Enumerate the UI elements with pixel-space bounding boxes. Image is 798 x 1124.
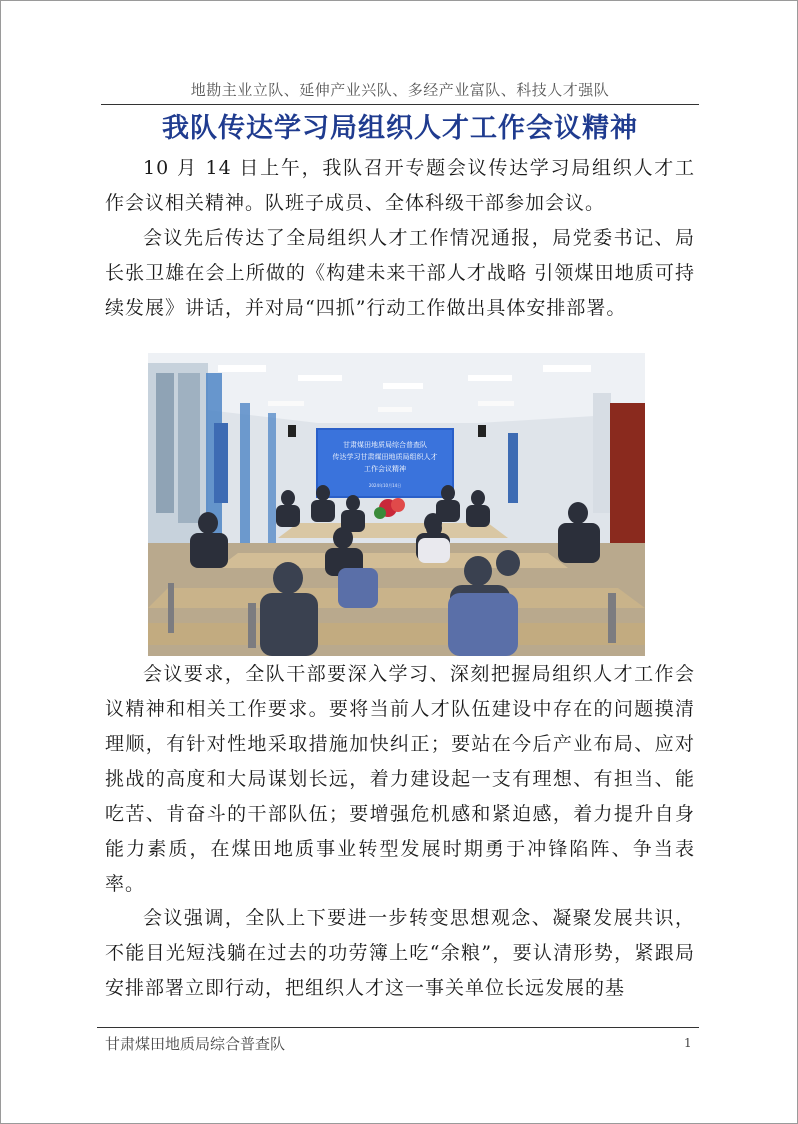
meeting-photo — [148, 353, 645, 656]
footer-rule — [97, 1027, 699, 1028]
header-rule — [101, 104, 699, 105]
screen-line-3: 工作会议精神 — [364, 465, 406, 473]
paragraph-2: 会议先后传达了全局组织人才工作情况通报，局党委书记、局长张卫雄在会上所做的《构建未来干部人才战略 引领煤田地质可持续发展》讲话，并对局“四抓”行动工作做出具体安排部署。 — [105, 227, 695, 319]
paragraph-4: 会议强调，全队上下要进一步转变思想观念、凝聚发展共识，不能目光短浅躺在过去的功劳簿上吃“余粮”，要认清形势，紧跟局安排部署立即行动，把组织人才这一事关单位长远发展的基 — [105, 907, 695, 999]
paragraph-1: 10 月 14 日上午，我队召开专题会议传达学习局组织人才工作会议相关精神。队班子成员、全体科级干部参加会议。 — [105, 157, 695, 214]
screen-line-2: 传达学习甘肃煤田地质局组织人才 — [332, 453, 438, 461]
footer-organization: 甘肃煤田地质局综合普查队 — [105, 1035, 286, 1053]
running-header: 地勘主业立队、延伸产业兴队、多经产业富队、科技人才强队 — [190, 81, 610, 99]
screen-line-1: 甘肃煤田地质局综合普查队 — [343, 441, 427, 449]
article-title: 我队传达学习局组织人才工作会议精神 — [162, 113, 638, 144]
paragraph-3: 会议要求，全队干部要深入学习、深刻把握局组织人才工作会议精神和相关工作要求。要将当前人才队伍建设中存在的问题摸清理顺，有针对性地采取措施加快纠正；要站在今后产业布局、应对挑战的高度和大局谋划长远，着力建设起一支有理想、有担当、能吃苦、肯奋斗的干部队伍；要增强危机感和紧迫感，着力提升自身能力素质，在煤田地质事业转型发展时期勇于冲锋陷阵、争当表率。 — [105, 663, 695, 895]
screen-line-4: 2024年10月14日 — [368, 483, 402, 488]
page-number: 1 — [684, 1036, 692, 1050]
